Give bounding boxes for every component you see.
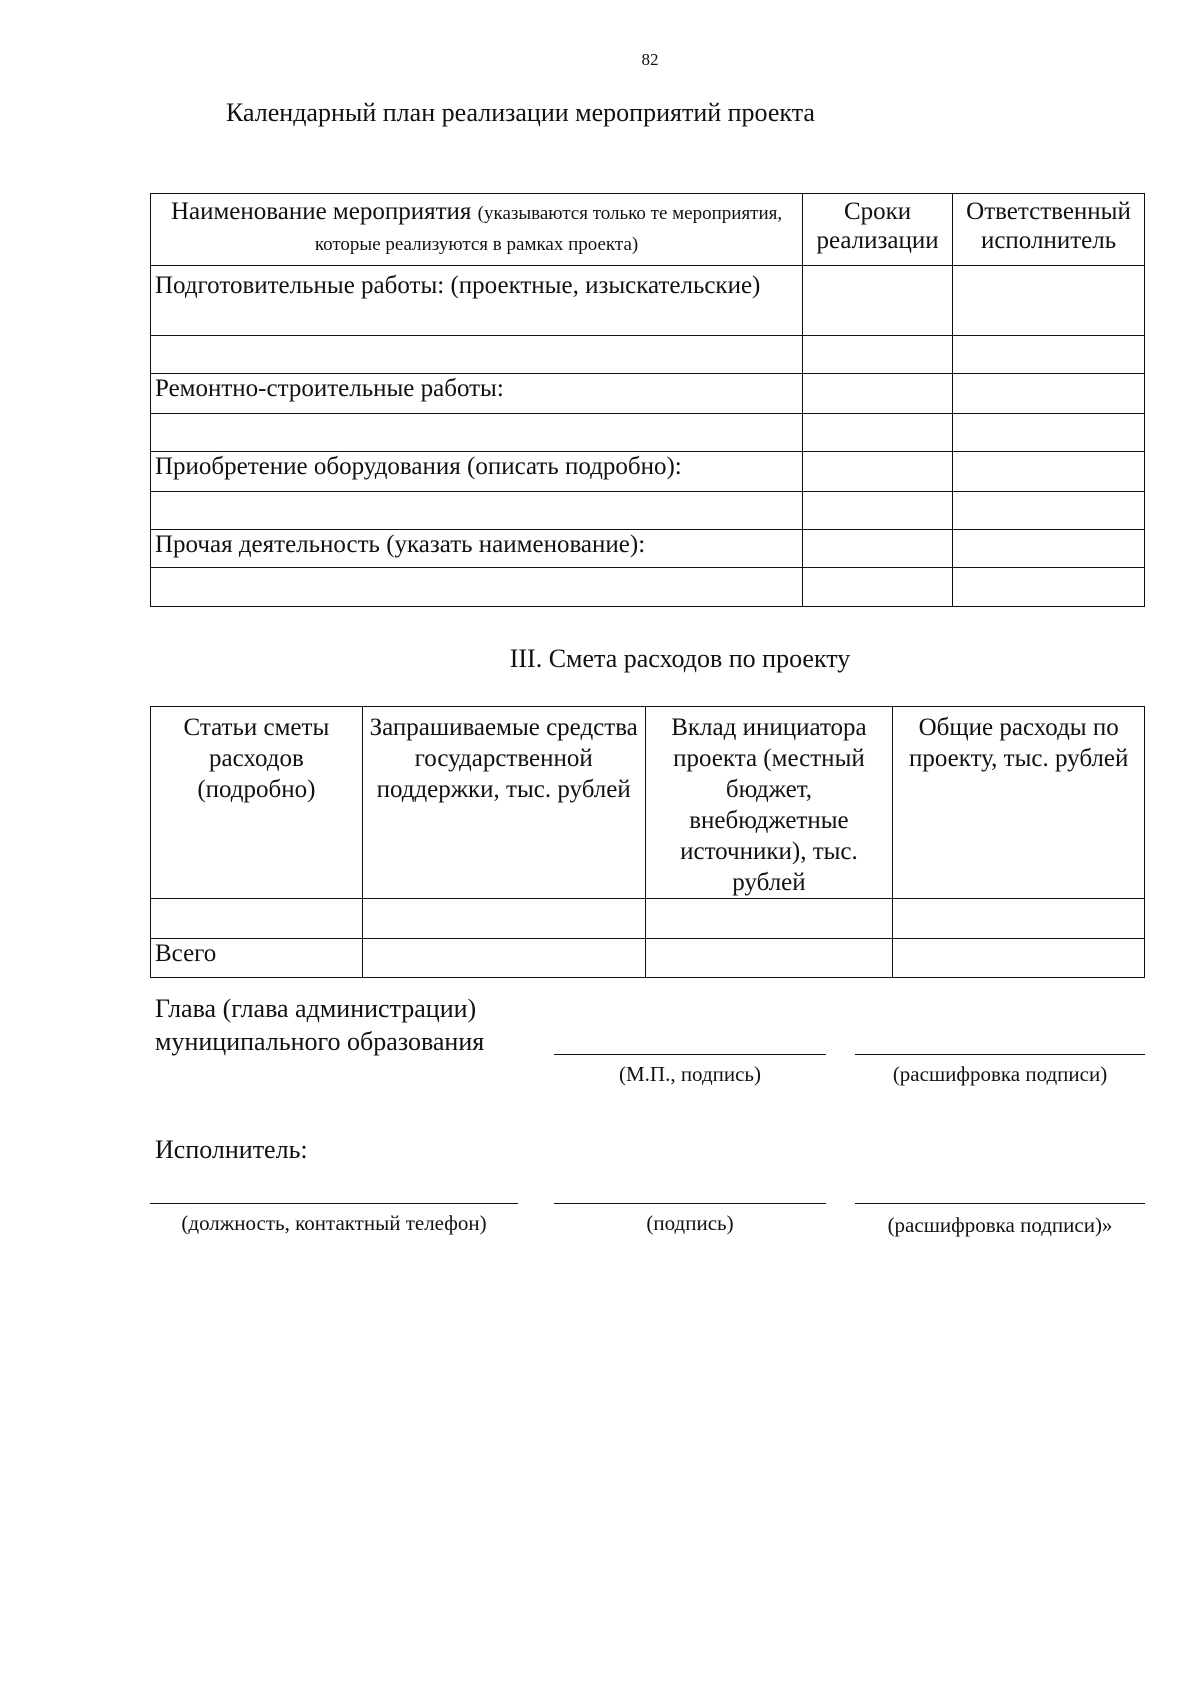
budget-cell[interactable] [362, 939, 645, 978]
plan-title: Календарный план реализации мероприятий проекта [226, 98, 815, 127]
activity-cell: Подготовительные работы: (проектные, изыскательские) [151, 266, 803, 336]
table-row [151, 568, 1145, 607]
activity-cell[interactable] [151, 414, 803, 452]
terms-cell[interactable] [803, 452, 953, 492]
table-row [151, 336, 1145, 374]
table-row [151, 452, 1145, 492]
head-decode-line[interactable] [855, 1054, 1145, 1055]
budget-cell[interactable] [362, 899, 645, 939]
table-row [151, 492, 1145, 530]
terms-cell[interactable] [803, 414, 953, 452]
budget-cell[interactable] [893, 939, 1145, 978]
header-activity-name: Наименование мероприятия (указываются только те мероприятия, которые реализуются в рамках проекта) [151, 194, 803, 266]
header-requested-support: Запрашиваемые средства государственной поддержки, тыс. рублей [362, 707, 645, 899]
activity-cell: Ремонтно-строительные работы: [151, 374, 803, 414]
exec-signature-line[interactable] [554, 1203, 826, 1204]
terms-cell[interactable] [803, 336, 953, 374]
budget-table [150, 706, 1145, 978]
exec-position-line[interactable] [150, 1203, 518, 1204]
exec-caption-sign: (подпись) [646, 1211, 734, 1235]
responsible-cell[interactable] [953, 414, 1145, 452]
exec-caption-decode: (расшифровка подписи)» [887, 1213, 1113, 1237]
responsible-cell[interactable] [953, 492, 1145, 530]
table-header-row [151, 707, 1145, 899]
responsible-cell[interactable] [953, 336, 1145, 374]
responsible-cell[interactable] [953, 568, 1145, 607]
table-header-row [151, 194, 1145, 266]
activity-cell[interactable] [151, 336, 803, 374]
header-terms: Сроки реализации [803, 194, 953, 266]
terms-cell[interactable] [803, 492, 953, 530]
responsible-cell[interactable] [953, 374, 1145, 414]
budget-cell[interactable] [645, 939, 893, 978]
budget-cell[interactable] [645, 899, 893, 939]
terms-cell[interactable] [803, 266, 953, 336]
table-row [151, 414, 1145, 452]
responsible-cell[interactable] [953, 530, 1145, 568]
responsible-cell[interactable] [953, 266, 1145, 336]
terms-cell[interactable] [803, 374, 953, 414]
executor-label: Исполнитель: [155, 1135, 308, 1164]
activity-cell[interactable] [151, 492, 803, 530]
terms-cell[interactable] [803, 568, 953, 607]
table-row-total [151, 939, 1145, 978]
table-row [151, 899, 1145, 939]
table-row [151, 530, 1145, 568]
page-number: 82 [641, 50, 659, 69]
table-row [151, 374, 1145, 414]
budget-cell[interactable] [893, 899, 1145, 939]
table-row [151, 266, 1145, 336]
head-signature-line[interactable] [554, 1054, 826, 1055]
activity-cell: Прочая деятельность (указать наименование): [151, 530, 803, 568]
budget-section-title: III. Смета расходов по проекту [509, 644, 851, 673]
header-budget-items: Статьи сметы расходов (подробно) [151, 707, 363, 899]
head-label: Глава (глава администрации) муниципального образования [155, 994, 485, 1056]
header-initiator-contribution: Вклад инициатора проекта (местный бюджет, внебюджетные источники), тыс. рублей [645, 707, 893, 899]
budget-cell[interactable] [151, 899, 363, 939]
header-activity-note: (указываются только те мероприятия, которые реализуются в рамках проекта) [314, 203, 783, 255]
total-label: Всего [151, 939, 363, 978]
exec-caption-position: (должность, контактный телефон) [181, 1211, 487, 1235]
head-caption-sign: (М.П., подпись) [618, 1062, 762, 1086]
calendar-plan-table [150, 193, 1145, 607]
terms-cell[interactable] [803, 530, 953, 568]
responsible-cell[interactable] [953, 452, 1145, 492]
header-total-expenses: Общие расходы по проекту, тыс. рублей [893, 707, 1145, 899]
header-responsible: Ответственный исполнитель [953, 194, 1145, 266]
exec-decode-line[interactable] [855, 1203, 1145, 1204]
head-caption-decode: (расшифровка подписи) [892, 1062, 1108, 1086]
activity-cell[interactable] [151, 568, 803, 607]
activity-cell: Приобретение оборудования (описать подробно): [151, 452, 803, 492]
